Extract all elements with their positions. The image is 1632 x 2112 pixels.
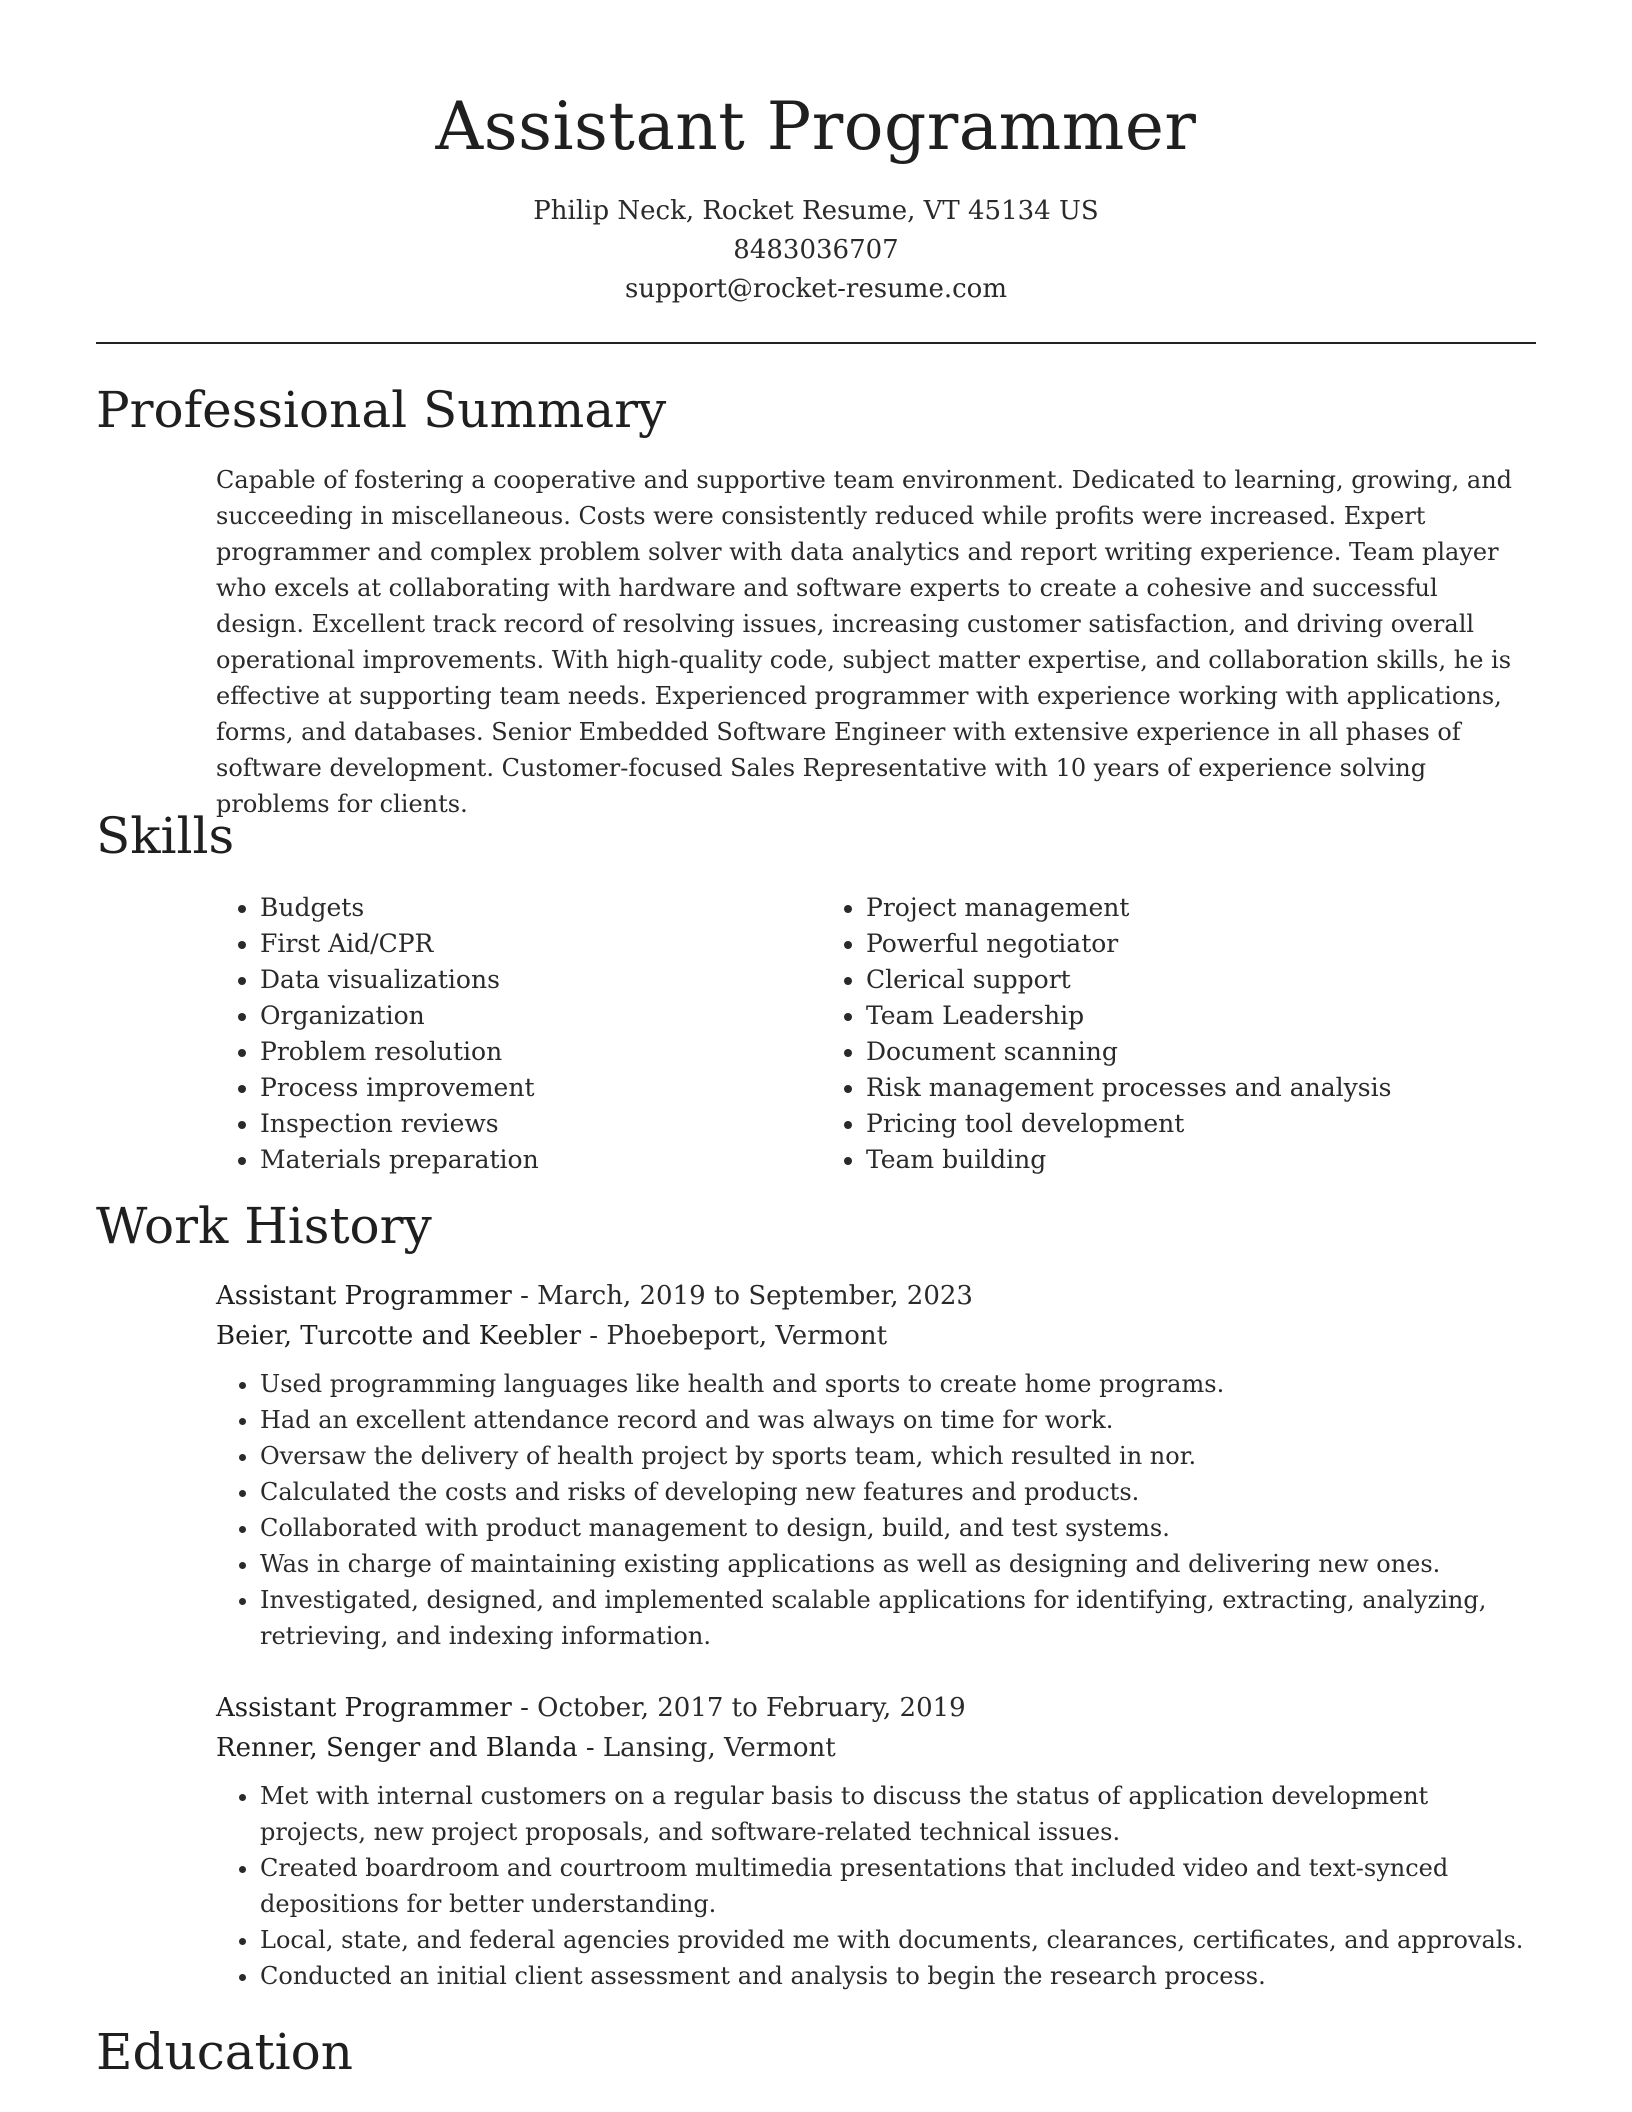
job-bullet: • Collaborated with product management to design, build, and test systems. <box>260 1510 1536 1546</box>
skill-item: • Data visualizations <box>260 962 822 998</box>
job-dates: - March, 2019 to September, 2023 <box>511 1281 973 1311</box>
job-location: - Lansing, Vermont <box>577 1733 836 1763</box>
skill-item: • Clerical support <box>866 962 1482 998</box>
job-company-line <box>216 1316 1536 1356</box>
header-divider <box>96 342 1536 344</box>
job-bullets <box>216 1366 1536 1654</box>
skill-item: • Team Leadership <box>866 998 1482 1034</box>
job-bullet: • Investigated, designed, and implemented scalable applications for identifying, extracting, analyzing, retrieving, and indexing information. <box>260 1582 1536 1654</box>
skill-item: • Pricing tool development <box>866 1106 1482 1142</box>
resume-title: Assistant Programmer <box>435 88 1197 165</box>
resume-header <box>0 0 1632 309</box>
education-heading: Education <box>96 2023 353 2081</box>
contact-address: Philip Neck, Rocket Resume, VT 45134 US <box>533 196 1099 226</box>
job-company-line <box>216 1728 1536 1768</box>
skill-item: • Problem resolution <box>260 1034 822 1070</box>
job-bullet: • Was in charge of maintaining existing applications as well as designing and delivering new ones. <box>260 1546 1536 1582</box>
skill-item: • Organization <box>260 998 822 1034</box>
job-bullet: • Met with internal customers on a regular basis to discuss the status of application development projects, new project proposals, and software-related technical issues. <box>260 1778 1536 1850</box>
skills-column-2 <box>822 890 1482 1178</box>
job-entry <box>216 1276 1536 1654</box>
job-bullet: • Oversaw the delivery of health project by sports team, which resulted in nor. <box>260 1438 1536 1474</box>
job-bullet: • Used programming languages like health and sports to create home programs. <box>260 1366 1536 1402</box>
skill-item: • Budgets <box>260 890 822 926</box>
skill-item: • Project management <box>866 890 1482 926</box>
skill-item: • Powerful negotiator <box>866 926 1482 962</box>
job-bullet: • Conducted an initial client assessment and analysis to begin the research process. <box>260 1958 1536 1994</box>
skill-item: • Process improvement <box>260 1070 822 1106</box>
job-company: Renner, Senger and Blanda <box>216 1733 578 1763</box>
skills-column-1 <box>216 890 822 1178</box>
job-role-line <box>216 1688 1536 1728</box>
summary-text: Capable of fostering a cooperative and supportive team environment. Dedicated to learning, growing, and succeeding in miscellaneous. Costs were consistently reduced while profits were increased. Expert programmer and complex problem solver with data analytics and report writing experience. Team player who excels at collaborating with hardware and software experts to create a cohesive and successful design. Excellent track record of resolving issues, increasing customer satisfaction, and driving overall operational improvements. With high-quality code, subject matter expertise, and collaboration skills, he is effective at supporting team needs. Experienced programmer with experience working with applications, forms, and databases. Senior Embedded Software Engineer with extensive experience in all phases of software development. Customer-focused Sales Representative with 10 years of experience solving problems for clients. <box>216 466 1513 818</box>
job-bullet: • Calculated the costs and risks of developing new features and products. <box>260 1474 1536 1510</box>
skills-list <box>216 890 1536 1178</box>
job-bullet: • Local, state, and federal agencies provided me with documents, clearances, certificates, and approvals. <box>260 1922 1536 1958</box>
job-company: Beier, Turcotte and Keebler <box>216 1321 582 1351</box>
job-role: Assistant Programmer <box>216 1281 512 1311</box>
skill-item: • Document scanning <box>866 1034 1482 1070</box>
summary-heading: Professional Summary <box>96 381 667 439</box>
skill-item: • Risk management processes and analysis <box>866 1070 1482 1106</box>
job-bullet: • Created boardroom and courtroom multimedia presentations that included video and text-synced depositions for better understanding. <box>260 1850 1536 1922</box>
job-dates: - October, 2017 to February, 2019 <box>511 1693 966 1723</box>
skill-item: • Team building <box>866 1142 1482 1178</box>
job-bullets <box>216 1778 1536 1994</box>
skill-item: • Inspection reviews <box>260 1106 822 1142</box>
skill-item: • First Aid/CPR <box>260 926 822 962</box>
job-location: - Phoebeport, Vermont <box>581 1321 888 1351</box>
contact-phone: 8483036707 <box>733 235 899 265</box>
skills-heading: Skills <box>96 807 235 865</box>
job-entry <box>216 1688 1536 1994</box>
job-bullet: • Had an excellent attendance record and was always on time for work. <box>260 1402 1536 1438</box>
contact-email: support@rocket-resume.com <box>624 274 1007 304</box>
contact-info <box>0 192 1632 309</box>
work-history-heading: Work History <box>96 1197 432 1255</box>
skill-item: • Materials preparation <box>260 1142 822 1178</box>
job-role: Assistant Programmer <box>216 1693 512 1723</box>
job-role-line <box>216 1276 1536 1316</box>
